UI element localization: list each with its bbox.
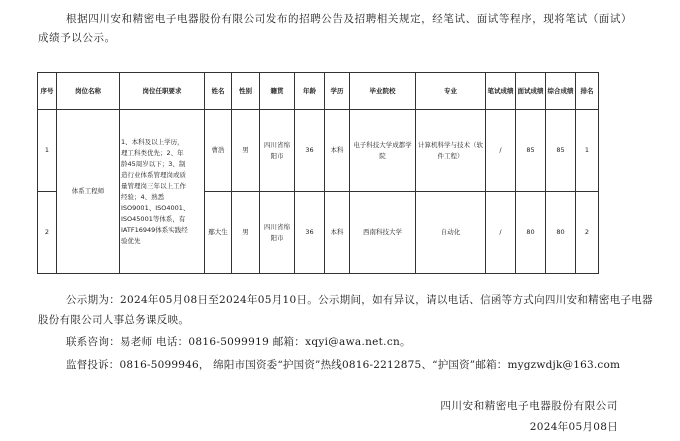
header-cell: 性别	[232, 73, 260, 110]
candidate-age: 36	[295, 192, 325, 274]
interview-score: 85	[516, 110, 546, 192]
table-header-row	[38, 73, 599, 110]
notice-text-line2: 股份有限公司人事总务课反映。	[38, 314, 190, 326]
header-cell: 综合成绩	[546, 73, 576, 110]
candidate-name: 鄢大生	[205, 192, 232, 274]
header-cell: 面试成绩	[516, 73, 546, 110]
header-cell: 排名	[576, 73, 599, 110]
candidate-gender: 男	[232, 110, 260, 192]
header-cell: 年龄	[295, 73, 325, 110]
row-number: 1	[38, 110, 57, 192]
interview-score: 80	[516, 192, 546, 274]
company-signature: 四川安和精密电子电器股份有限公司	[440, 400, 618, 412]
position-name: 体系工程师	[57, 110, 120, 274]
header-cell: 笔试成绩	[486, 73, 516, 110]
header-cell: 学历	[325, 73, 350, 110]
intro-text-line1: 根据四川安和精密电子电器股份有限公司发布的招聘公告及招聘相关规定，经笔试、面试等程序，现将笔试（面试）	[66, 13, 633, 25]
total-score: 80	[546, 192, 576, 274]
candidate-origin: 四川省绵阳市	[260, 192, 295, 274]
table-row	[38, 110, 599, 192]
header-cell: 专业	[416, 73, 486, 110]
requirement-line: IATF16949体系实践经	[121, 225, 188, 234]
rank: 1	[576, 110, 599, 192]
header-cell: 毕业院校	[350, 73, 416, 110]
publish-date: 2024年05月08日	[529, 421, 618, 433]
candidate-gender: 男	[232, 192, 260, 274]
header-cell: 岗位任职要求	[120, 73, 205, 110]
requirement-line: 龄45周岁以下；3、制	[121, 159, 186, 168]
header-cell: 岗位名称	[57, 73, 120, 110]
total-score: 85	[546, 110, 576, 192]
candidate-education: 本科	[325, 192, 350, 274]
candidate-school: 西南科技大学	[350, 192, 416, 274]
intro-text-line2: 成绩予以公示。	[38, 32, 116, 44]
requirement-line: 经验；4、熟悉	[121, 192, 165, 201]
header-cell: 序号	[38, 73, 57, 110]
candidate-major: 计算机科学与技术（软件工程）	[416, 110, 486, 192]
results-table	[37, 72, 599, 274]
requirement-line: 造行业体系管理岗或质	[121, 170, 186, 179]
requirement-line: 量管理岗三年以上工作	[121, 181, 186, 190]
candidate-school: 电子科技大学成都学院	[350, 110, 416, 192]
requirement-line: 理工科类优先；2、年	[121, 148, 184, 157]
row-number: 2	[38, 192, 57, 274]
written-score: /	[486, 192, 516, 274]
candidate-age: 36	[295, 110, 325, 192]
requirement-line: 验优先	[121, 236, 141, 245]
candidate-education: 本科	[325, 110, 350, 192]
complaint-info: 监督投诉：0816-5099946， 绵阳市国资委“护国资”热线0816-2212875、“护国资”邮箱：mygzwdjk@163.com	[66, 359, 621, 371]
requirement-line: ISO45001等体系，有	[121, 214, 186, 223]
candidate-name: 曹浩	[205, 110, 232, 192]
requirement-line: 1、本科及以上学历，	[121, 137, 184, 146]
requirement-line: ISO9001、ISO4001、	[121, 203, 190, 212]
notice-text-line1: 公示期为：2024年05月08日至2024年05月10日。公示期间，如有异议，请以电话、信函等方式向四川安和精密电子电器	[66, 294, 653, 306]
candidate-major: 自动化	[416, 192, 486, 274]
contact-info: 联系咨询：易老师 电话：0816-5099919 邮箱：xqyi@awa.net.cn。	[66, 336, 411, 348]
header-cell: 姓名	[205, 73, 232, 110]
candidate-origin: 四川省绵阳市	[260, 110, 295, 192]
position-requirements	[120, 110, 205, 274]
header-cell: 籍贯	[260, 73, 295, 110]
written-score: /	[486, 110, 516, 192]
rank: 2	[576, 192, 599, 274]
